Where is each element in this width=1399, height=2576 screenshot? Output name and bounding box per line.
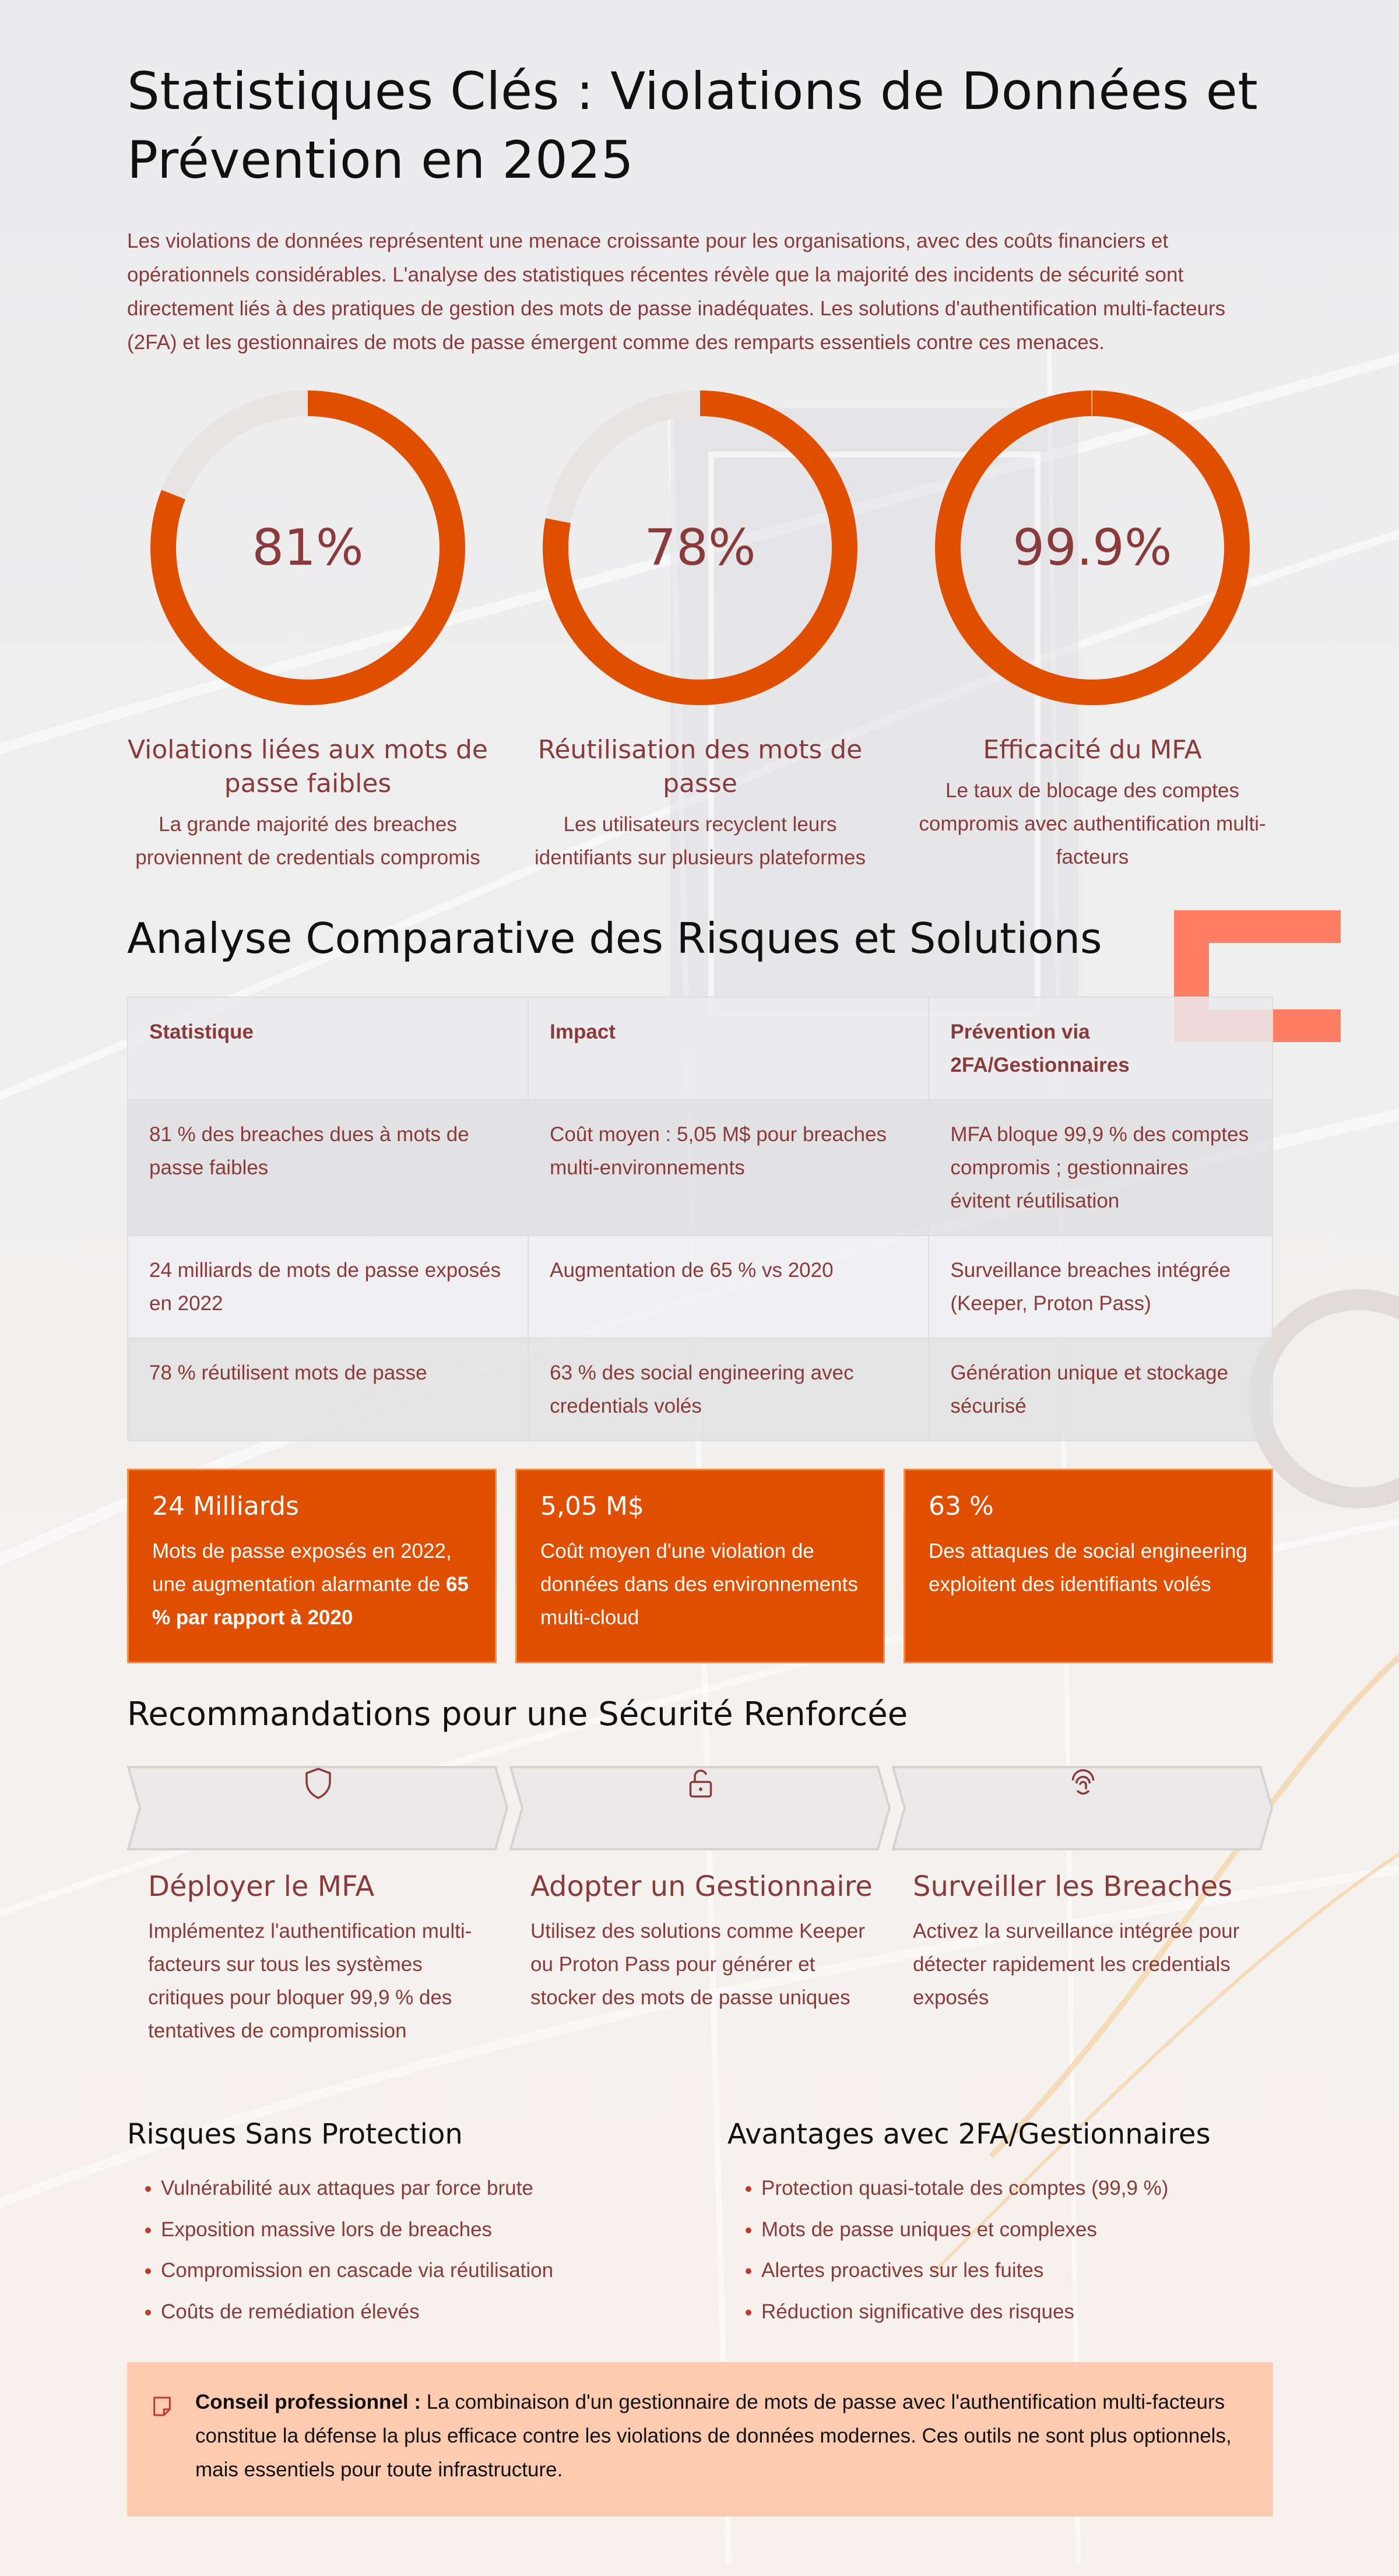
card-title: 5,05 M$ bbox=[540, 1491, 644, 1521]
stat-card bbox=[127, 1469, 497, 1663]
stat-description: Le taux de blocage des comptes compromis avec authentification multi-facteurs bbox=[919, 779, 1266, 868]
card-emphasis: 65 % par rapport à 2020 bbox=[152, 1573, 469, 1629]
recommendation-description: Implémentez l'authentification multi-facteurs sur tous les systèmes critiques pour bloquer 99,9 % des tentatives de compromission bbox=[148, 1920, 472, 2042]
tip-label: Conseil professionnel : bbox=[195, 2391, 421, 2413]
recommendations-title: Recommandations pour une Sécurité Renforcée bbox=[127, 1695, 908, 1733]
recommendation-title: Adopter un Gestionnaire bbox=[530, 1870, 873, 1903]
list-item: • Vulnérabilité aux attaques par force brute bbox=[161, 2168, 698, 2209]
lock-open-icon bbox=[683, 1766, 718, 1801]
card-description: Des attaques de social engineering exploitent des identifiants volés bbox=[929, 1540, 1247, 1596]
stat-description: La grande majorité des breaches proviennent de credentials compromis bbox=[135, 813, 480, 869]
table-cell: Coût moyen : 5,05 M$ pour breaches multi-environnements bbox=[528, 1100, 929, 1236]
stat-title: Violations liées aux mots de passe faibles bbox=[128, 735, 488, 798]
pro-tip-box bbox=[127, 2362, 1273, 2517]
comparison-title: Analyse Comparative des Risques et Solutions bbox=[127, 914, 1102, 963]
card-description: Coût moyen d'une violation de données dans des environnements multi-cloud bbox=[540, 1540, 858, 1629]
stat-value: 78% bbox=[644, 519, 756, 577]
recommendation-title: Déployer le MFA bbox=[148, 1870, 375, 1903]
shield-icon bbox=[301, 1766, 336, 1801]
table-cell: 78 % réutilisent mots de passe bbox=[128, 1338, 528, 1441]
card-title: 24 Milliards bbox=[152, 1491, 299, 1521]
page-title: Statistiques Clés : Violations de Données et Prévention en 2025 bbox=[127, 61, 1259, 190]
list-item: • Exposition massive lors de breaches bbox=[161, 2209, 698, 2251]
table-cell: 24 milliards de mots de passe exposés en 2022 bbox=[128, 1236, 528, 1338]
intro-paragraph: Les violations de données représentent une menace croissante pour les organisations, avec des coûts financiers et opérationnels considérables. L'analyse des statistiques récentes révèle que la majorité des incidents de sécurité sont directement liés à des pratiques de gestion des mots de passe inadéquates. Les solutions d'authentification multi-facteurs (2FA) et les gestionnaires de mots de passe émergent comme des remparts essentiels contre ces menaces. bbox=[127, 230, 1226, 354]
table-cell: 63 % des social engineering avec credentials volés bbox=[528, 1338, 929, 1441]
column-header: Statistique bbox=[128, 997, 528, 1100]
advantages-list bbox=[727, 2116, 1299, 2332]
stat-title: Efficacité du MFA bbox=[983, 735, 1202, 765]
list-item: • Alertes proactives sur les fuites bbox=[761, 2250, 1299, 2292]
comparison-table bbox=[127, 997, 1273, 1441]
table-cell: 81 % des breaches dues à mots de passe faibles bbox=[128, 1100, 528, 1236]
list-item: • Coûts de remédiation élevés bbox=[161, 2292, 698, 2333]
column-header: Prévention via 2FA/Gestionnaires bbox=[929, 997, 1273, 1100]
card-description bbox=[152, 1535, 472, 1634]
table-cell: MFA bloque 99,9 % des comptes compromis ; gestionnaires évitent réutilisation bbox=[929, 1100, 1273, 1236]
card-title: 63 % bbox=[929, 1491, 994, 1521]
advantages-title: Avantages avec 2FA/Gestionnaires bbox=[727, 2118, 1211, 2151]
list-item: • Réduction significative des risques bbox=[761, 2292, 1299, 2333]
stat-card bbox=[904, 1469, 1273, 1663]
stat-title: Réutilisation des mots de passe bbox=[537, 735, 863, 798]
table-header-row bbox=[128, 997, 1273, 1100]
risks-list bbox=[127, 2116, 698, 2332]
table-cell: Génération unique et stockage sécurisé bbox=[929, 1338, 1273, 1441]
stat-block-reuse bbox=[519, 385, 881, 874]
recommendation-manager bbox=[530, 1868, 886, 2014]
stat-description: Les utilisateurs recyclent leurs identifiants sur plusieurs plateformes bbox=[534, 813, 866, 869]
list-item: • Mots de passe uniques et complexes bbox=[761, 2209, 1299, 2251]
recommendation-description: Activez la surveillance intégrée pour détecter rapidement les credentials exposés bbox=[913, 1920, 1240, 2009]
table-row bbox=[128, 1338, 1273, 1441]
risks-title: Risques Sans Protection bbox=[127, 2118, 463, 2151]
stat-value: 81% bbox=[252, 519, 364, 577]
note-icon bbox=[150, 2395, 174, 2418]
stat-cards bbox=[127, 1469, 1273, 1663]
tip-text: La combinaison d'un gestionnaire de mots de passe avec l'authentification multi-facteurs constitue la défense la plus efficace contre les violations de données modernes. Ces outils ne sont plus optionnels, mais essentiels pour toute infrastructure. bbox=[195, 2391, 1232, 2481]
table-row bbox=[128, 1236, 1273, 1338]
table-cell: Surveillance breaches intégrée (Keeper, Proton Pass) bbox=[929, 1236, 1273, 1338]
table-cell: Augmentation de 65 % vs 2020 bbox=[528, 1236, 929, 1338]
card-text: Mots de passe exposés en 2022, une augmentation alarmante de bbox=[152, 1540, 452, 1596]
recommendation-monitoring bbox=[913, 1868, 1268, 2014]
stat-block-passwords bbox=[127, 385, 488, 874]
list-item: • Compromission en cascade via réutilisation bbox=[161, 2250, 698, 2292]
list-item: • Protection quasi-totale des comptes (99,9 %) bbox=[761, 2168, 1299, 2209]
column-header: Impact bbox=[528, 997, 929, 1100]
recommendation-steps bbox=[127, 1766, 1273, 1850]
stat-block-mfa bbox=[912, 385, 1273, 874]
stat-card bbox=[515, 1469, 885, 1663]
recommendation-mfa bbox=[148, 1868, 504, 2047]
table-row bbox=[128, 1100, 1273, 1236]
recommendation-description: Utilisez des solutions comme Keeper ou Proton Pass pour générer et stocker des mots de passe uniques bbox=[530, 1920, 865, 2009]
fingerprint-icon bbox=[1066, 1766, 1101, 1801]
stat-value: 99.9% bbox=[1013, 519, 1172, 577]
recommendation-title: Surveiller les Breaches bbox=[913, 1870, 1233, 1903]
